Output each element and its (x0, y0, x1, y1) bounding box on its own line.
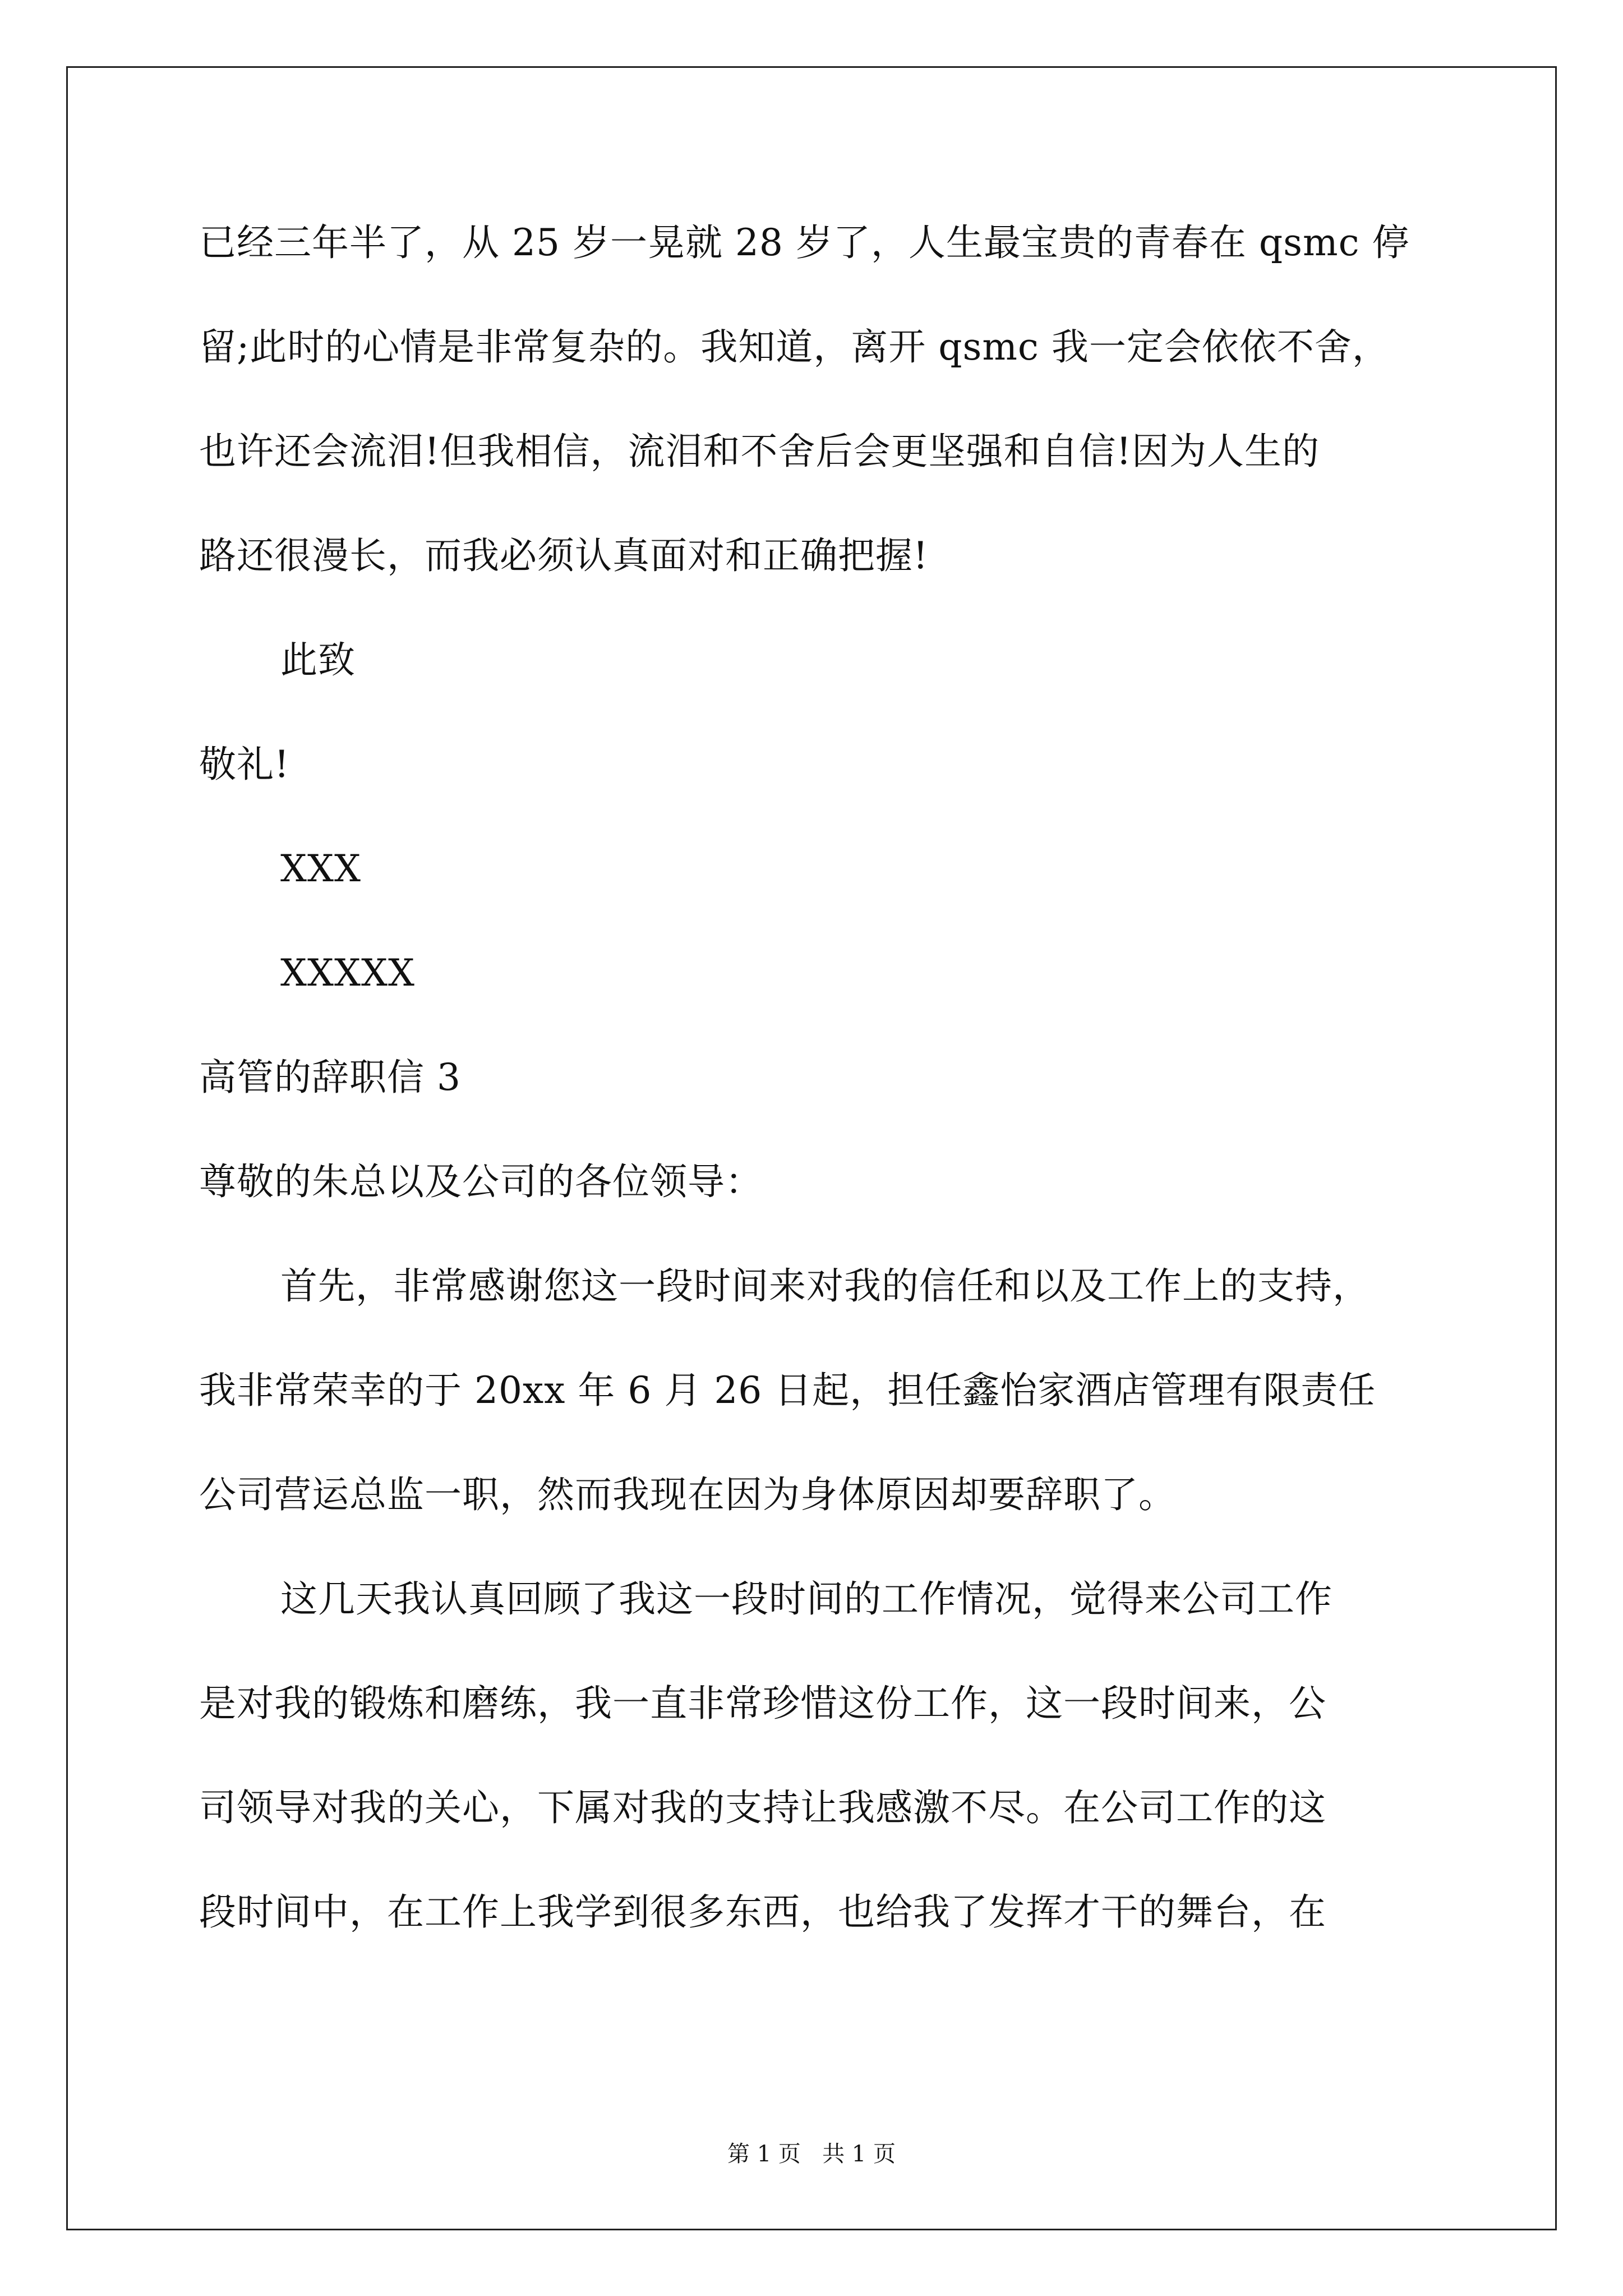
closing-salutation: 此致 (280, 638, 356, 682)
text-line: 公司营运总监一职，然而我现在因为身体原因却要辞职了。 (199, 1473, 1176, 1516)
text-line: 是对我的锻炼和磨练，我一直非常珍惜这份工作，这一段时间来，公 (199, 1682, 1326, 1725)
text-line: 段时间中，在工作上我学到很多东西，也给我了发挥才干的舞台，在 (199, 1890, 1326, 1934)
page-footer: 第 1 页 共 1 页 (727, 2141, 896, 2167)
letter-greeting: 尊敬的朱总以及公司的各位领导： (199, 1160, 763, 1203)
closing-regards: 敬礼! (199, 743, 290, 786)
text-line: 首先，非常感谢您这一段时间来对我的信任和以及工作上的支持， (280, 1264, 1370, 1308)
text-line: 这几天我认真回顾了我这一段时间的工作情况，觉得来公司工作 (280, 1577, 1332, 1621)
text-line: 我非常荣幸的于 20xx 年 6 月 26 日起，担任鑫怡家酒店管理有限责任 (199, 1369, 1376, 1412)
signature-name: XXX (280, 847, 361, 890)
document-body (199, 191, 1438, 1964)
text-line: 路还很漫长，而我必须认真面对和正确把握! (199, 534, 929, 577)
text-line: 司领导对我的关心，下属对我的支持让我感激不尽。在公司工作的这 (199, 1786, 1326, 1829)
signature-date: XXXXX (280, 951, 415, 995)
text-line: 也许还会流泪!但我相信，流泪和不舍后会更坚强和自信!因为人生的 (199, 430, 1320, 473)
text-line: 留;此时的心情是非常复杂的。我知道，离开 qsmc 我一定会依依不舍， (199, 325, 1390, 369)
section-heading: 高管的辞职信 3 (199, 1056, 461, 1099)
text-line: 已经三年半了，从 25 岁一晃就 28 岁了，人生最宝贵的青春在 qsmc 停 (199, 221, 1410, 264)
